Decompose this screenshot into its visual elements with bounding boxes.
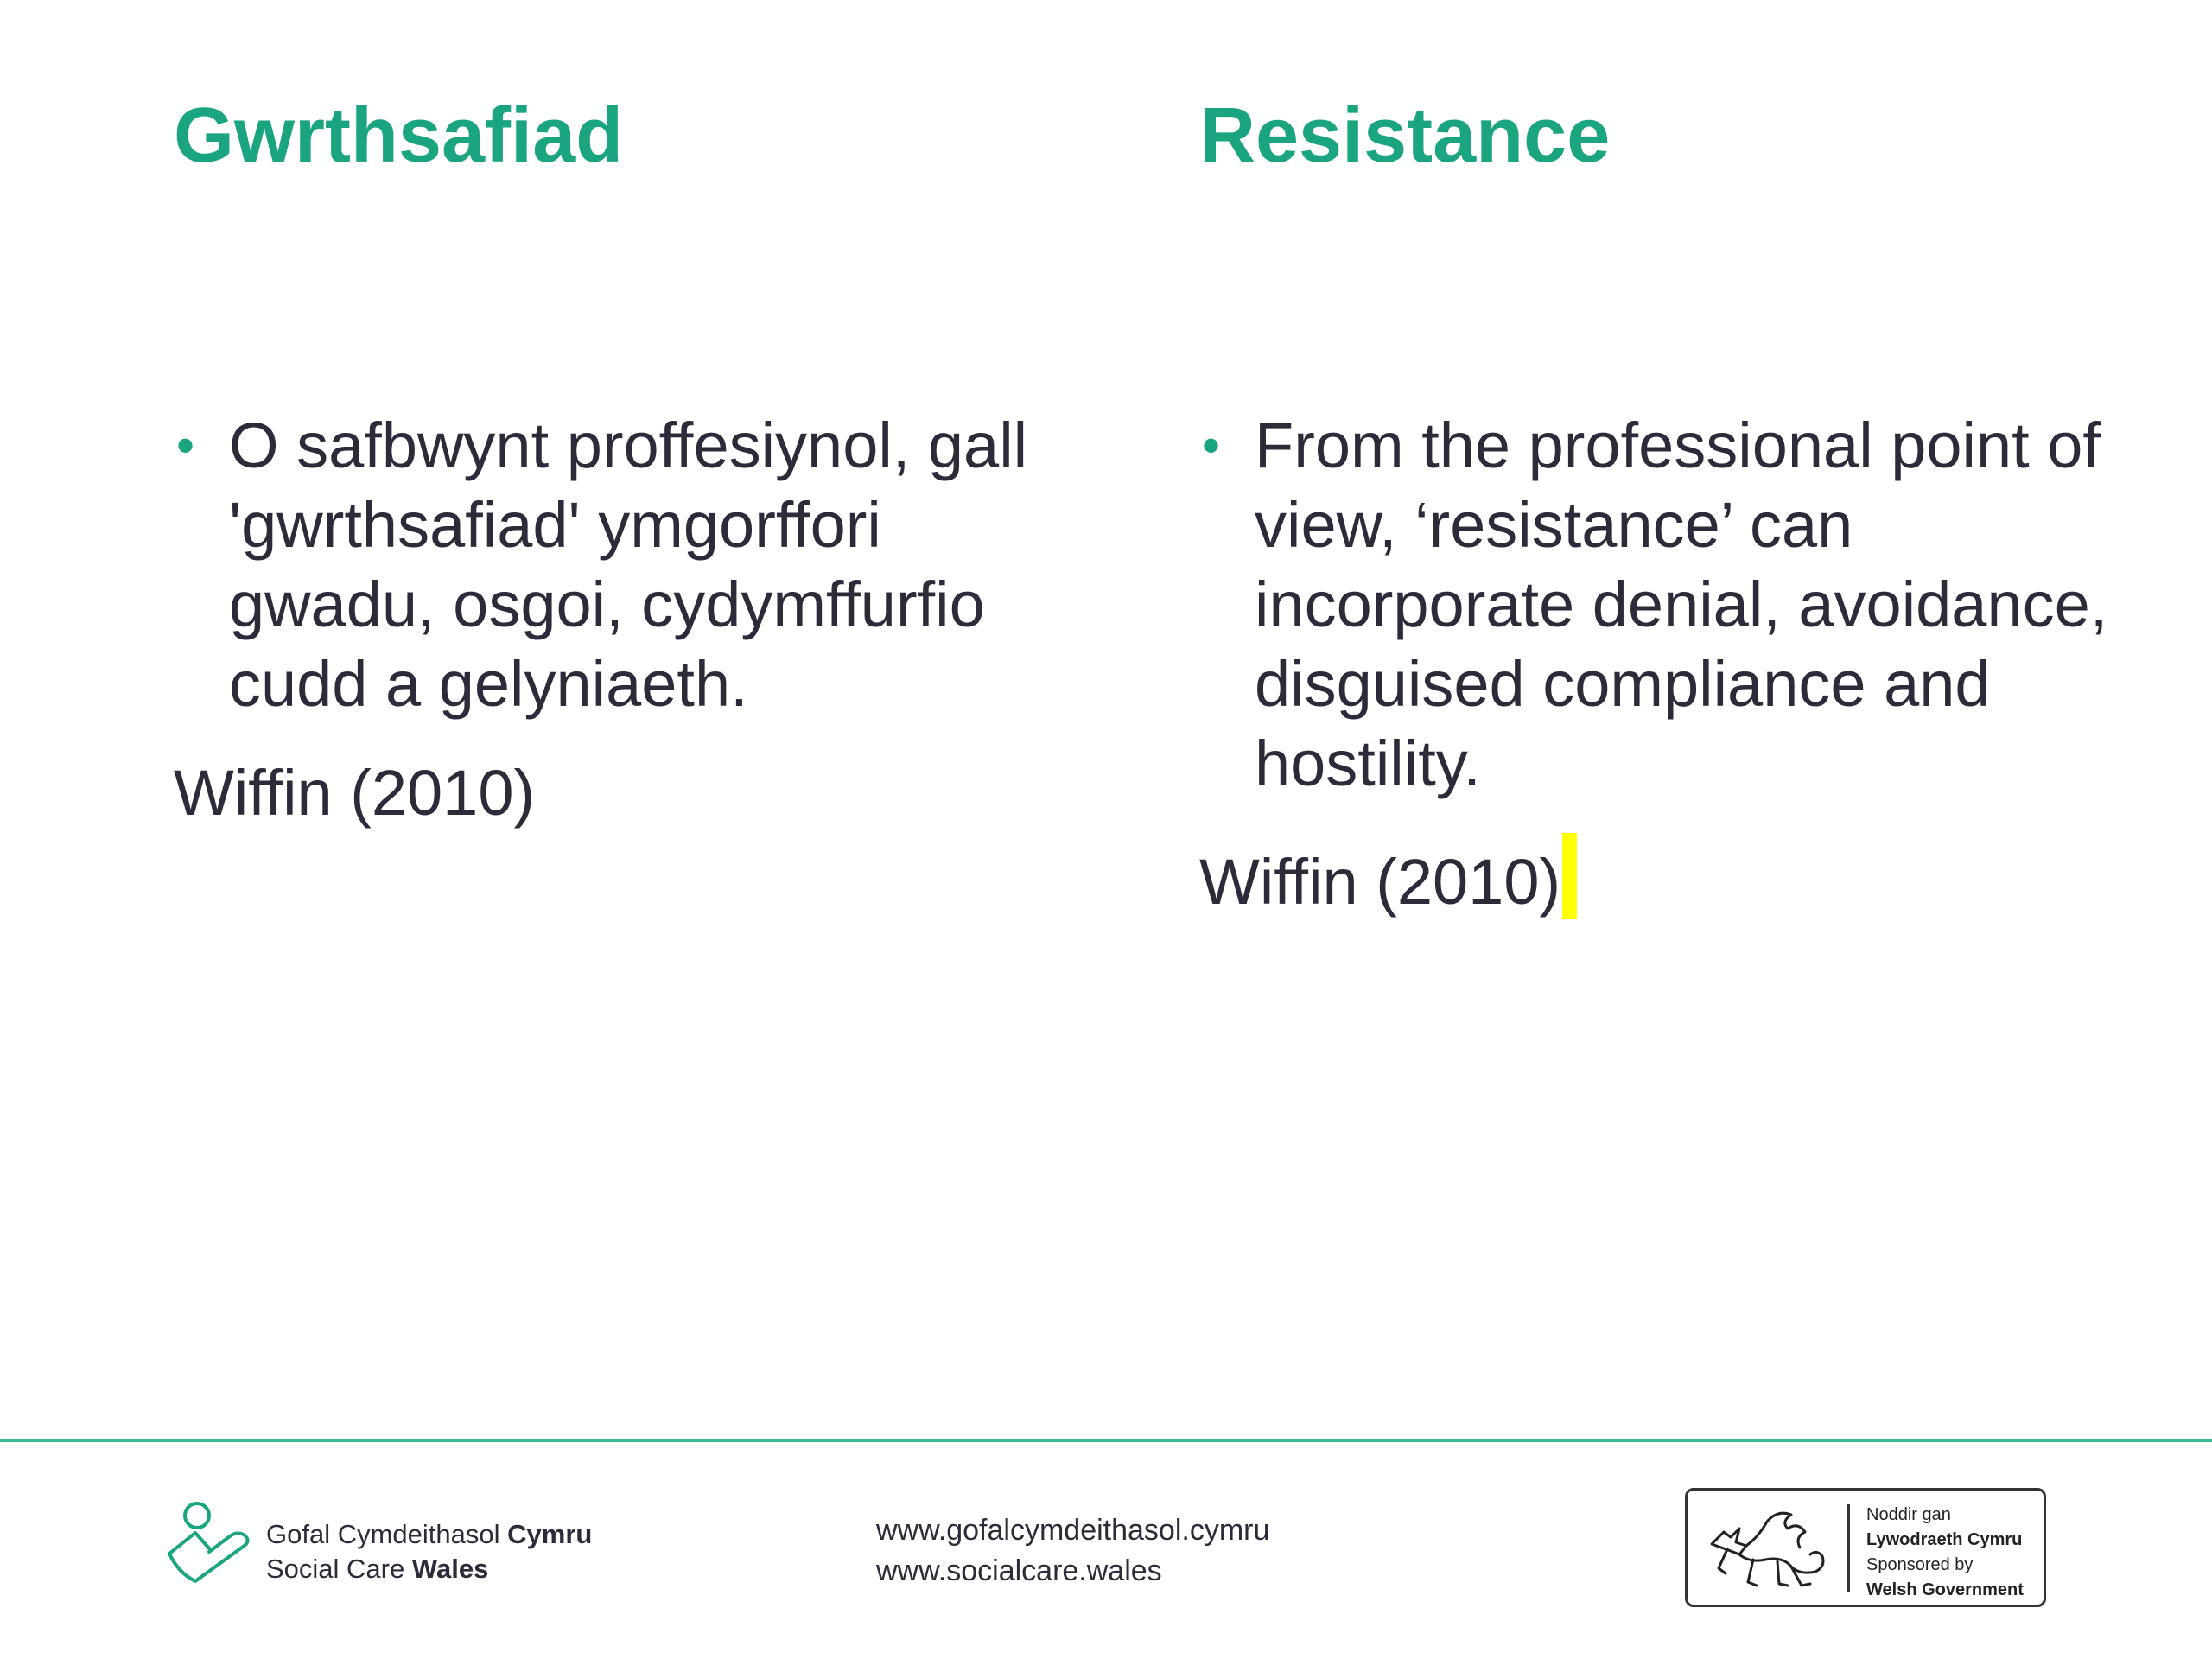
logo-line2-bold: Wales <box>411 1554 489 1584</box>
left-column <box>174 406 1038 833</box>
sponsor-line4: Welsh Government <box>1866 1580 2024 1599</box>
right-citation-text: Wiffin (2010) <box>1199 846 1561 918</box>
logo-line1-normal: Gofal Cymdeithasol <box>266 1519 508 1549</box>
logo-line-welsh <box>266 1517 592 1552</box>
social-care-wales-logo <box>161 1495 610 1599</box>
right-title: Resistance <box>1199 92 1611 179</box>
social-care-wales-logo-icon <box>161 1495 256 1590</box>
logo-line2-normal: Social Care <box>266 1554 412 1584</box>
footer-divider <box>0 1439 2212 1442</box>
sponsor-text <box>1866 1503 2024 1603</box>
left-citation: Wiffin (2010) <box>174 757 536 829</box>
url-welsh[interactable]: www.gofalcymdeithasol.cymru <box>876 1514 1270 1547</box>
left-bullet-item <box>174 406 1038 724</box>
bullet-dot-icon: • <box>176 416 195 474</box>
left-title: Gwrthsafiad <box>174 92 624 179</box>
logo-text <box>266 1517 592 1586</box>
right-column <box>1199 406 2150 922</box>
right-citation <box>1199 833 2150 922</box>
logo-line-english <box>266 1552 592 1586</box>
badge-divider <box>1847 1504 1850 1592</box>
sponsor-line2: Lywodraeth Cymru <box>1866 1530 2023 1549</box>
sponsor-line1: Noddir gan <box>1866 1505 1951 1524</box>
left-bullet-text: O safbwynt proffesiynol, gall 'gwrthsafiad' ymgorffori gwadu, osgoi, cydymffurfio cudd a gelyniaeth. <box>229 410 1028 720</box>
url-english[interactable]: www.socialcare.wales <box>876 1554 1162 1587</box>
right-bullet-item <box>1199 406 2150 804</box>
welsh-government-sponsor-badge <box>1685 1488 2046 1607</box>
bullet-dot-icon: • <box>1202 416 1221 474</box>
right-bullet-text: From the professional point of view, ‘resistance’ can incorporate denial, avoidance, disguised compliance and hostility. <box>1255 410 2108 799</box>
logo-line1-bold: Cymru <box>507 1519 593 1549</box>
sponsor-line3: Sponsored by <box>1866 1555 1974 1574</box>
footer-urls <box>876 1510 1269 1592</box>
text-cursor-highlight <box>1562 833 1577 919</box>
welsh-dragon-icon <box>1705 1503 1834 1598</box>
